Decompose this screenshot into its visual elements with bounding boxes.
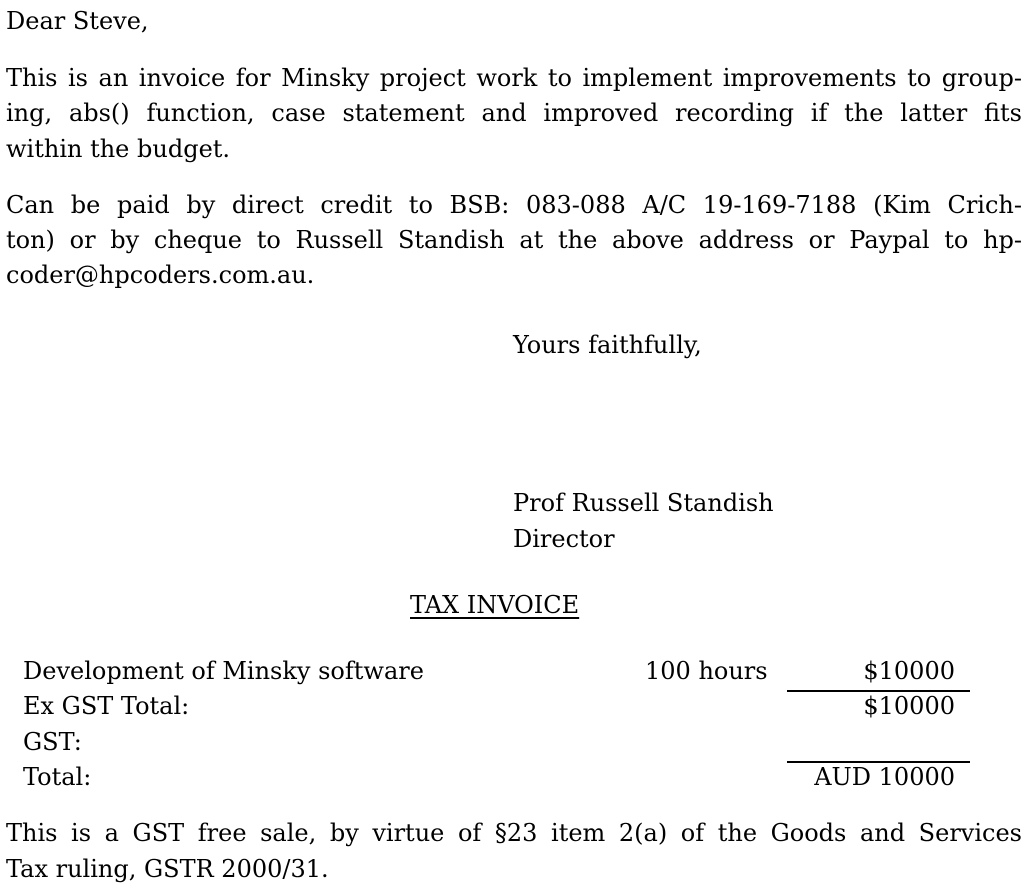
total-label: Total: xyxy=(23,763,92,791)
footer-line-2: Tax ruling, GSTR 2000/31. xyxy=(6,855,329,883)
salutation: Dear Steve, xyxy=(6,7,149,35)
invoice-heading: TAX INVOICE xyxy=(410,591,580,619)
item-amount: $10000 xyxy=(863,657,955,685)
closing: Yours faithfully, xyxy=(513,331,702,359)
footer-line-1: This is a GST free sale, by virtue of §23 item 2(a) of the Goods and Services xyxy=(6,819,1022,847)
total-amount: AUD 10000 xyxy=(814,763,955,791)
ex-gst-amount: $10000 xyxy=(863,692,955,720)
paragraph-2-line-1: Can be paid by direct credit to BSB: 083-088 A/C 19-169-7188 (Kim Crich- xyxy=(6,191,1022,219)
gst-label: GST: xyxy=(23,728,82,756)
signer-name: Prof Russell Standish xyxy=(513,489,774,517)
paragraph-2-line-2: ton) or by cheque to Russell Standish at the above address or Paypal to hp- xyxy=(6,226,1022,254)
paragraph-2-line-3: coder@hpcoders.com.au. xyxy=(6,261,315,289)
ex-gst-label: Ex GST Total: xyxy=(23,692,190,720)
signer-title: Director xyxy=(513,525,615,553)
item-description: Development of Minsky software xyxy=(23,657,424,685)
item-quantity: 100 hours xyxy=(645,657,768,685)
paragraph-1-line-1: This is an invoice for Minsky project work to implement improvements to group- xyxy=(6,64,1022,92)
paragraph-1-line-3: within the budget. xyxy=(6,135,231,163)
paragraph-1-line-2: ing, abs() function, case statement and improved recording if the latter fits xyxy=(6,99,1022,127)
